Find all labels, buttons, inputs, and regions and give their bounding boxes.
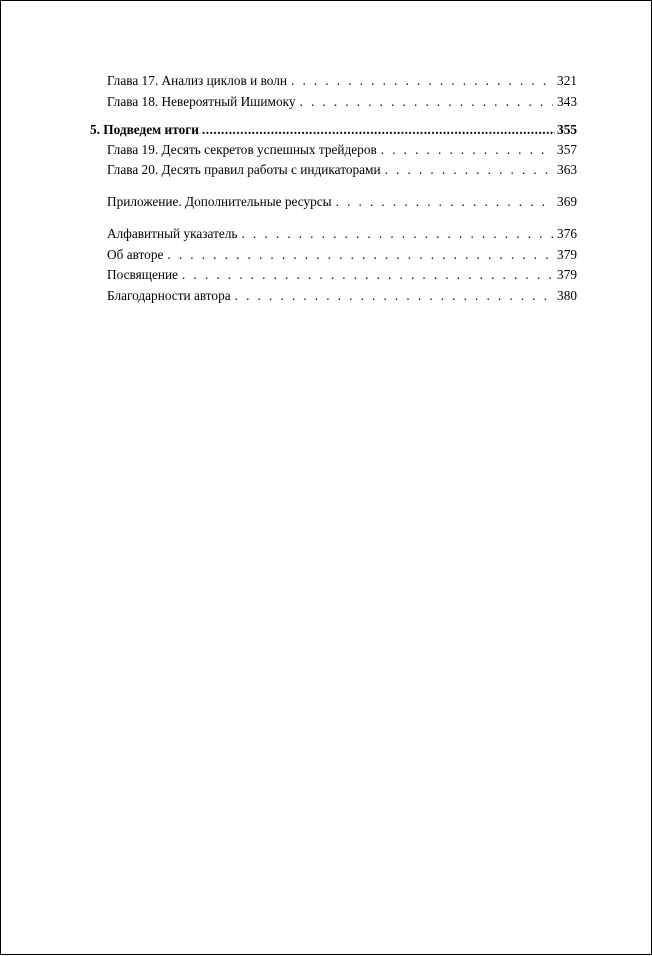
toc-entry-chapter-17 <box>107 71 577 91</box>
dot-leader <box>235 286 553 306</box>
toc-entry-page: 379 <box>557 247 577 262</box>
dot-leader <box>291 71 553 91</box>
toc-entry-page: 355 <box>557 122 577 137</box>
dot-leader <box>381 140 553 160</box>
toc-entry-title: Глава 18. Невероятный Ишимоку <box>107 94 296 109</box>
toc-entry-dedication <box>107 265 577 285</box>
table-of-contents <box>1 1 652 956</box>
toc-entry-title: Благодарности автора <box>107 288 231 303</box>
toc-entry-page: 343 <box>557 94 577 109</box>
toc-entry-page: 357 <box>557 142 577 157</box>
toc-entry-acknowledgements <box>107 286 577 306</box>
toc-entry-chapter-20 <box>107 160 577 180</box>
toc-entry-part-5 <box>90 120 577 140</box>
toc-entry-title: Об авторе <box>107 247 164 262</box>
toc-entry-title: Глава 20. Десять правил работы с индикаторами <box>107 162 381 177</box>
dot-leader <box>182 265 553 285</box>
toc-entry-page: 380 <box>557 288 577 303</box>
toc-entry-page: 363 <box>557 162 577 177</box>
toc-entry-index <box>107 224 577 244</box>
dot-leader <box>167 245 553 265</box>
toc-entry-appendix <box>107 192 577 212</box>
toc-entry-title: Посвящение <box>107 267 178 282</box>
toc-entry-title: Глава 17. Анализ циклов и волн <box>107 73 287 88</box>
dot-leader <box>300 92 554 112</box>
toc-entry-title: Глава 19. Десять секретов успешных трейдеров <box>107 142 377 157</box>
toc-entry-page: 379 <box>557 267 577 282</box>
toc-entry-page: 321 <box>557 73 577 88</box>
toc-entry-page: 369 <box>557 194 577 209</box>
dot-leader <box>202 120 555 140</box>
toc-entry-chapter-19 <box>107 140 577 160</box>
toc-entry-title: Приложение. Дополнительные ресурсы <box>107 194 332 209</box>
toc-entry-page: 376 <box>557 226 577 241</box>
toc-entry-title: 5. Подведем итоги <box>90 122 199 137</box>
dot-leader <box>385 160 553 180</box>
toc-entry-chapter-18 <box>107 92 577 112</box>
toc-entry-about-author <box>107 245 577 265</box>
dot-leader <box>241 224 553 244</box>
dot-leader <box>336 192 553 212</box>
toc-entry-title: Алфавитный указатель <box>107 226 238 241</box>
